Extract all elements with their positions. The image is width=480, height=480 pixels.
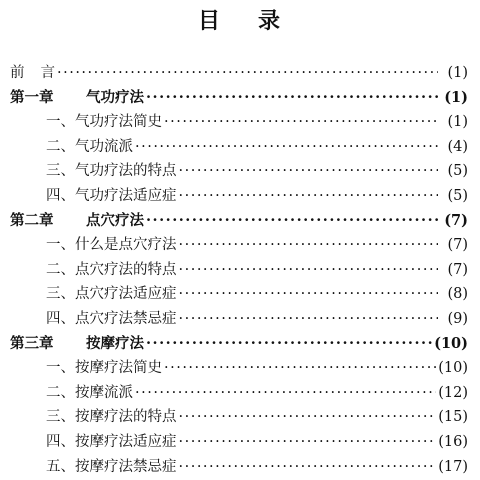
toc-entry-label [10,209,144,230]
toc-entry-label [10,61,55,82]
toc-entry[interactable] [10,455,468,480]
chapter-number: 第二章 [10,211,54,229]
toc-entry-label [10,332,144,353]
toc-entry-label: 一、什么是点穴疗法 [46,237,177,254]
toc-entry[interactable] [10,430,468,455]
dot-leader [146,335,432,352]
dot-leader [135,139,438,155]
page-title [0,4,480,35]
toc-page-number: (9) [447,310,468,327]
dot-leader [179,188,439,204]
toc-page-number: (5) [447,187,468,204]
page-title-part1: 目 [197,8,222,34]
dot-leader [164,114,438,130]
toc-entry[interactable] [10,159,468,184]
dot-leader [179,286,439,302]
toc-entry[interactable] [10,381,468,406]
toc-page-number: (10) [438,360,468,377]
dot-leader [146,212,438,229]
toc-entry[interactable] [10,135,468,160]
dot-leader [179,409,437,425]
dot-leader [146,89,438,106]
dot-leader [179,311,439,327]
chapter-number: 第三章 [10,334,54,352]
toc-page-number: (1) [447,114,468,131]
toc-page-number: (15) [438,409,468,426]
toc-entry[interactable] [10,356,468,381]
toc-entry[interactable] [10,307,468,332]
dot-leader [135,385,436,401]
dot-leader [57,65,438,81]
toc-page-number: (7) [447,237,468,254]
toc-chapter-2[interactable] [10,209,468,234]
toc-entry-label: 一、按摩疗法简史 [46,360,162,377]
table-of-contents [10,61,468,479]
dot-leader [179,262,439,278]
toc-page-number: (7) [447,261,468,278]
toc-entry-label: 三、按摩疗法的特点 [46,409,177,426]
dot-leader [164,360,436,376]
toc-entry-label [10,86,144,107]
toc-entry[interactable] [10,233,468,258]
toc-entry[interactable] [10,405,468,430]
toc-page-number: (16) [438,433,468,450]
toc-entry[interactable] [10,282,468,307]
preface-char-1: 前 [10,65,25,81]
dot-leader [179,459,437,475]
chapter-title: 按摩疗法 [86,334,144,352]
toc-page-number: (10) [434,334,468,352]
toc-entry-label: 二、气功流派 [46,138,133,155]
toc-entry[interactable] [10,258,468,283]
toc-entry-label: 三、气功疗法的特点 [46,163,177,180]
toc-chapter-1[interactable] [10,86,468,111]
dot-leader [179,237,439,253]
toc-entry-label: 三、点穴疗法适应症 [46,286,177,303]
toc-entry-label: 四、按摩疗法适应症 [46,433,177,450]
dot-leader [179,163,439,179]
toc-page-number: (1) [447,65,468,81]
toc-entry[interactable] [10,184,468,209]
page-title-part2: 录 [258,8,283,34]
dot-leader [179,434,437,450]
toc-page-number: (4) [447,138,468,155]
chapter-title: 气功疗法 [86,88,144,106]
toc-entry-label: 五、按摩疗法禁忌症 [46,458,177,475]
chapter-number: 第一章 [10,88,54,106]
toc-entry-label: 二、按摩流派 [46,384,133,401]
toc-chapter-3[interactable] [10,332,468,357]
toc-page-number: (17) [438,458,468,475]
toc-page-number: (8) [447,286,468,303]
toc-entry-label: 四、气功疗法适应症 [46,187,177,204]
toc-entry-label: 四、点穴疗法禁忌症 [46,310,177,327]
toc-entry-preface[interactable] [10,61,468,86]
chapter-title: 点穴疗法 [86,211,144,229]
toc-page-number: (12) [438,384,468,401]
toc-page-number: (1) [444,88,468,106]
toc-entry-label: 一、气功疗法简史 [46,114,162,131]
toc-page-number: (7) [444,211,468,229]
preface-char-2: 言 [40,65,55,81]
toc-page-number: (5) [447,163,468,180]
toc-entry-label: 二、点穴疗法的特点 [46,261,177,278]
toc-entry[interactable] [10,110,468,135]
